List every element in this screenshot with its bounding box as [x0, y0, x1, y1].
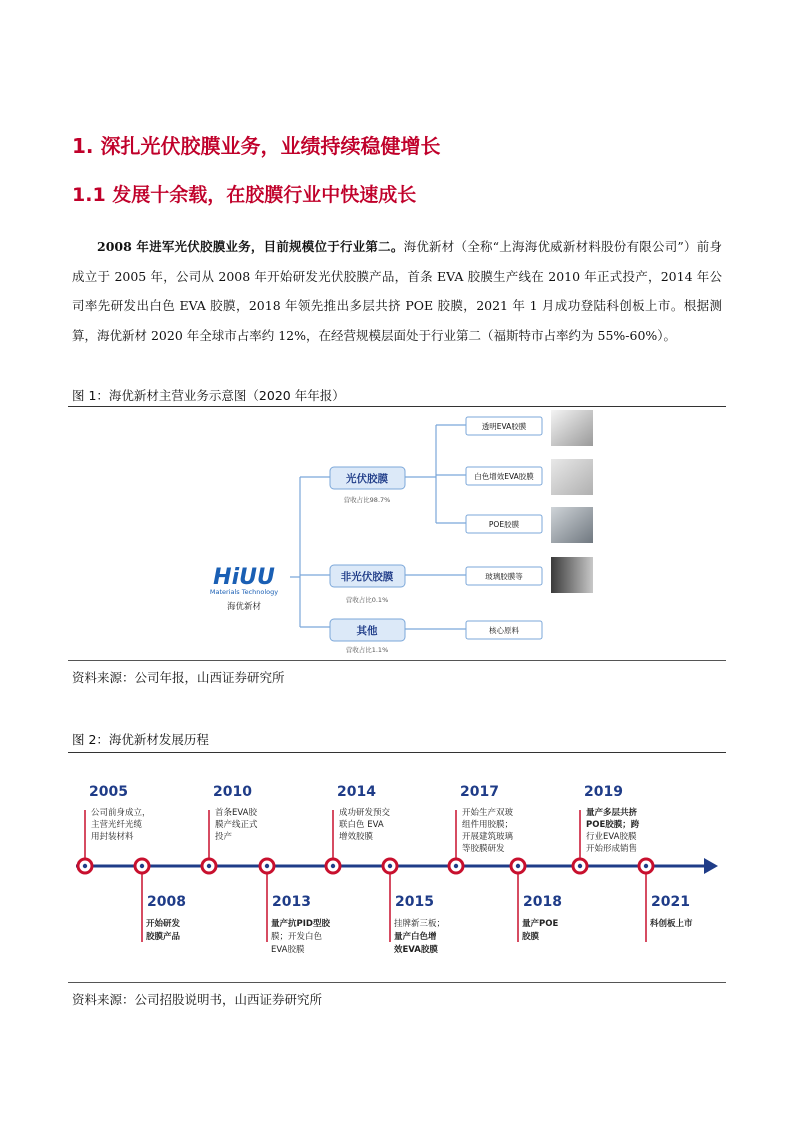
event-text: 组件用胶膜；: [462, 820, 514, 830]
event-dot-2008-center: [140, 864, 144, 868]
event-text: 开始生产双玻: [462, 808, 514, 818]
category-box-other: [330, 619, 405, 654]
event-year-2005: 2005: [89, 784, 128, 800]
event-text: 投产: [215, 832, 233, 842]
product-label: 透明EVA胶膜: [481, 422, 527, 431]
event-dot-2014-center: [331, 864, 335, 868]
event-year-2017: 2017: [460, 784, 499, 800]
event-text: 开始研发: [146, 919, 181, 929]
subsection-heading: 1.1 发展十余载，在胶膜行业中快速成长: [72, 184, 417, 206]
category-box-pv: [330, 467, 405, 504]
event-year-2013: 2013: [272, 894, 311, 910]
figure2-source: 资料来源：公司招股说明书，山西证券研究所: [72, 992, 323, 1007]
category-label: 光伏胶膜: [346, 473, 388, 485]
timeline-arrow: [704, 858, 718, 874]
event-text: 效EVA胶膜: [394, 945, 438, 955]
company-logo: [198, 562, 290, 596]
event-dot-2017-center: [454, 864, 458, 868]
event-dot-2015-center: [388, 864, 392, 868]
figure1-caption: 图 1：海优新材主营业务示意图（2020 年年报）: [72, 388, 345, 403]
event-text: EVA胶膜: [271, 945, 305, 955]
logo-subtext: Materials Technology: [209, 588, 279, 596]
figure2-top-rule: [68, 752, 726, 753]
paragraph-body: 海优新材（全称“上海海优威新材料股份有限公司”）前身成立于 2005 年，公司从 2008 年开始研发光伏胶膜产品，首条 EVA 胶膜生产线在 2010 年正式投产，2014 年公司率先研发出白色 EVA 胶膜，2018 年领先推出多层共挤 POE 胶膜，2021 年 1 月成功登陆科创板上市。根据测算，海优新材 2020 年全球市占率约 12%，在经营规模层面处于行业第二（福斯特市占率约为 55%-60%）。: [72, 239, 722, 343]
category-share: 营收占比1.1%: [345, 646, 389, 654]
product-photo-poe: [551, 507, 593, 543]
category-box-non-pv: [330, 565, 405, 604]
event-text: 量产白色增: [394, 932, 437, 942]
event-text: 开展建筑玻璃: [462, 832, 514, 842]
figure1-source: 资料来源：公司年报，山西证券研究所: [72, 670, 285, 685]
figure2-bottom-rule: [68, 982, 726, 983]
company-name: 海优新材: [226, 602, 262, 612]
event-year-2008: 2008: [147, 894, 186, 910]
product-label: POE胶膜: [488, 520, 520, 529]
product-label: 核心原料: [489, 626, 519, 635]
event-text: 膜产线正式: [215, 820, 258, 830]
paragraph-lead: 2008 年进军光伏胶膜业务，目前规模位于行业第二。: [97, 239, 404, 254]
event-year-2019: 2019: [584, 784, 623, 800]
product-photo-glass-film: [551, 557, 593, 593]
logo-text: HiUU: [213, 565, 275, 590]
product-photo-transparent-eva: [551, 410, 593, 446]
category-share: 营收占比98.7%: [343, 496, 391, 504]
category-label: 非光伏胶膜: [340, 571, 394, 583]
event-text: 胶膜产品: [146, 932, 181, 942]
section-heading: 1. 深扎光伏胶膜业务，业绩持续稳健增长: [72, 134, 441, 158]
event-text: 主营光纤光缆: [91, 820, 143, 830]
event-text: 成功研发预交: [339, 808, 391, 818]
event-dot-2018-center: [516, 864, 520, 868]
product-photo-white-eva: [551, 459, 593, 495]
category-label: 其他: [356, 625, 378, 637]
event-year-2018: 2018: [523, 894, 562, 910]
event-dot-2013-center: [265, 864, 269, 868]
timeline: [68, 754, 728, 979]
event-text: 增效胶膜: [339, 832, 374, 842]
business-diagram: [68, 407, 728, 659]
intro-paragraph: [72, 232, 722, 350]
event-text: 首条EVA胶: [215, 808, 257, 818]
event-dot-2021-center: [644, 864, 648, 868]
category-share: 营收占比0.1%: [345, 596, 389, 604]
event-text: 公司前身成立，: [91, 808, 151, 818]
event-year-2021: 2021: [651, 894, 690, 910]
event-text: 等胶膜研发: [462, 844, 505, 854]
event-text: 膜；开发白色: [271, 932, 323, 942]
event-text: 联白色 EVA: [339, 820, 384, 830]
event-text: 科创板上市: [650, 919, 693, 929]
event-text: 开始形成销售: [586, 844, 638, 854]
figure2-caption: 图 2：海优新材发展历程: [72, 732, 209, 747]
event-text: 用封装材料: [91, 832, 134, 842]
event-text: 量产抗PID型胶: [271, 919, 330, 929]
event-year-2010: 2010: [213, 784, 252, 800]
product-label: 白色增效EVA胶膜: [474, 472, 534, 481]
event-dot-2005-center: [83, 864, 87, 868]
event-year-2014: 2014: [337, 784, 376, 800]
event-text: 量产多层共挤: [586, 808, 638, 818]
event-text: 行业EVA胶膜: [586, 832, 637, 842]
event-dot-2019-center: [578, 864, 582, 868]
event-year-2015: 2015: [395, 894, 434, 910]
event-text: 量产POE: [522, 919, 559, 929]
event-text: 挂牌新三板；: [394, 919, 446, 929]
event-text: POE胶膜；跨: [586, 820, 640, 830]
event-text: 胶膜: [522, 932, 540, 942]
event-dot-2010-center: [207, 864, 211, 868]
product-label: 玻璃胶膜等: [485, 572, 523, 581]
figure1-bottom-rule: [68, 660, 726, 661]
